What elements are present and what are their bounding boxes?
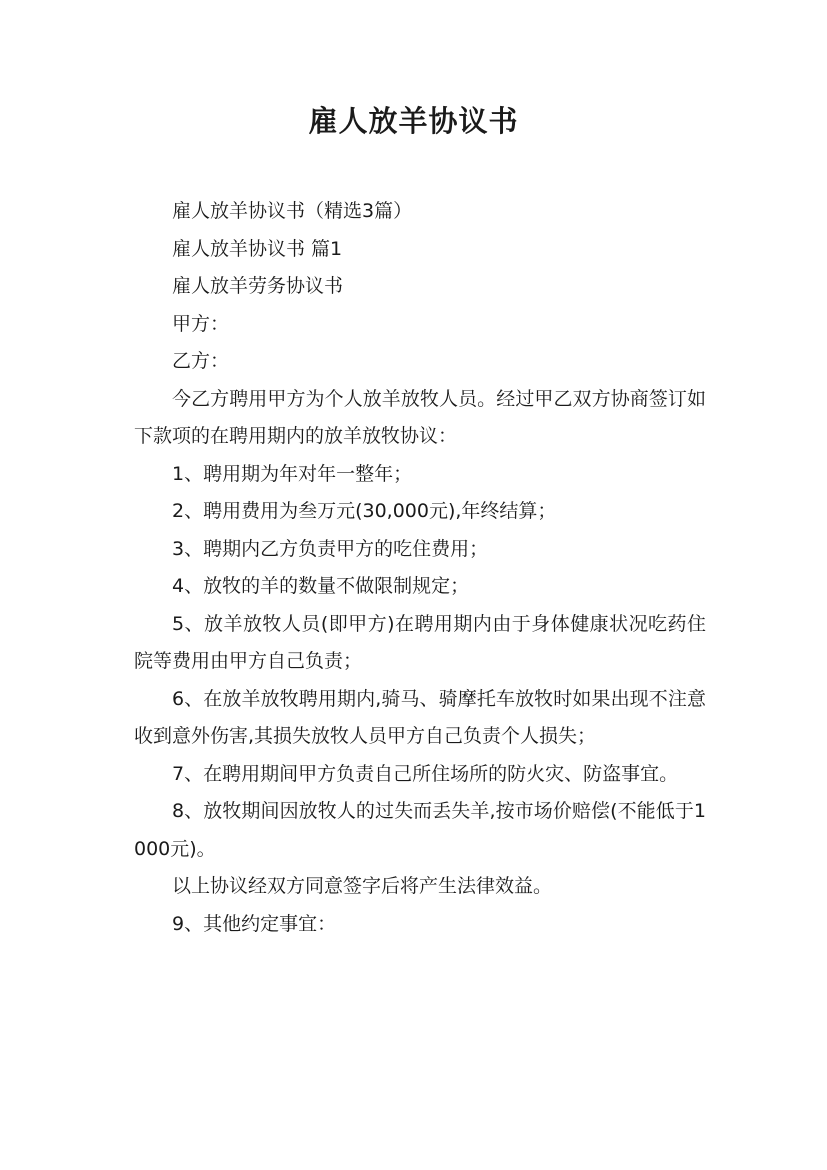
- paragraph-preamble: 今乙方聘用甲方为个人放羊放牧人员。经过甲乙双方协商签订如下款项的在聘用期内的放羊放牧协议：: [134, 387, 706, 447]
- paragraph-clause-9: 9、其他约定事宜：: [172, 912, 337, 935]
- paragraph-clause-1: 1、聘用期为年对年一整年；: [172, 462, 413, 485]
- paragraph-clause-4: 4、放牧的羊的数量不做限制规定；: [172, 575, 470, 597]
- paragraph-agreement-title: 雇人放羊劳务协议书: [172, 275, 344, 297]
- paragraph-clause-5: 5、放羊放牧人员(即甲方)在聘用期内由于身体健康状况吃药住院等费用由甲方自己负责；: [134, 612, 706, 672]
- paragraph-clause-3: 3、聘期内乙方负责甲方的吃住费用；: [172, 537, 489, 560]
- paragraph-collection-heading: 雇人放羊协议书（精选3篇）: [172, 200, 413, 222]
- paragraph-article-heading: 雇人放羊协议书 篇1: [172, 237, 343, 260]
- paragraph-clause-6: 6、在放羊放牧聘用期内,骑马、骑摩托车放牧时如果出现不注意收到意外伤害,其损失放牧人员甲方自己负责个人损失；: [134, 687, 706, 747]
- paragraph-party-b: 乙方：: [172, 350, 230, 372]
- paragraph-clause-7: 7、在聘用期间甲方负责自己所住场所的防火灾、防盗事宜。: [172, 762, 679, 785]
- document-body: [134, 193, 706, 943]
- paragraph-clause-8: 8、放牧期间因放牧人的过失而丢失羊,按市场价赔偿(不能低于1000元)。: [134, 800, 706, 860]
- paragraph-validity: 以上协议经双方同意签字后将产生法律效益。: [172, 875, 553, 897]
- paragraph-clause-2: 2、聘用费用为叁万元(30,000元),年终结算；: [172, 500, 557, 522]
- document-title: 雇人放羊协议书: [308, 104, 519, 138]
- paragraph-party-a: 甲方：: [172, 312, 230, 335]
